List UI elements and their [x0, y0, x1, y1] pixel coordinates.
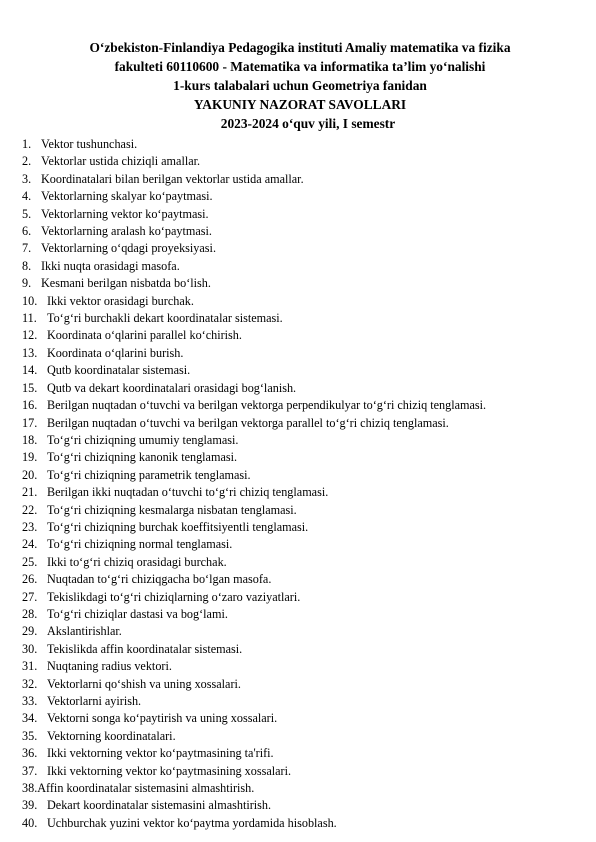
question-item [22, 397, 564, 414]
question-text: Akslantirishlar. [47, 624, 122, 639]
question-item [22, 589, 564, 606]
question-number: 18. [22, 432, 38, 447]
question-item [22, 693, 564, 710]
question-item [22, 658, 564, 675]
question-text: Uchburchak yuzini vektor ko‘paytma yordamida hisoblash. [47, 815, 337, 830]
question-item [22, 362, 564, 379]
question-text: Tekislikda affin koordinatalar sistemasi. [47, 641, 243, 656]
question-number: 17. [22, 415, 38, 430]
question-number: 38. [22, 781, 38, 796]
question-list [22, 136, 564, 832]
question-text: Berilgan ikki nuqtadan o‘tuvchi to‘g‘ri chiziq tenglamasi. [47, 485, 329, 500]
question-item [22, 415, 564, 432]
question-text: Qutb va dekart koordinatalari orasidagi bog‘lanish. [47, 380, 297, 395]
question-number: 24. [22, 537, 38, 552]
header-course: 1-kurs talabalari uchun Geometriya fanidan [173, 78, 427, 93]
question-item [22, 345, 564, 362]
question-text: To‘g‘ri burchakli dekart koordinatalar sistemasi. [47, 311, 283, 326]
question-number: 19. [22, 450, 38, 465]
question-item [22, 310, 564, 327]
question-text: Koordinata o‘qlarini parallel ko‘chirish. [47, 328, 242, 343]
question-number: 23. [22, 519, 38, 534]
question-item [22, 502, 564, 519]
question-number: 40. [22, 815, 38, 830]
question-item [22, 763, 564, 780]
question-text: Vektorlarning vektor ko‘paytmasi. [41, 206, 209, 221]
question-number: 32. [22, 676, 38, 691]
question-item [22, 293, 564, 310]
question-item [22, 641, 564, 658]
question-text: Qutb koordinatalar sistemasi. [47, 363, 191, 378]
question-text: Vektorning koordinatalari. [47, 728, 176, 743]
question-item [22, 606, 564, 623]
question-item [22, 710, 564, 727]
header-academic-year: 2023-2024 o‘quv yili, I semestr [220, 116, 396, 131]
question-number: 16. [22, 398, 38, 413]
question-number: 37. [22, 763, 38, 778]
question-text: Affin koordinatalar sistemasini almashtirish. [37, 781, 255, 796]
question-text: To‘g‘ri chiziqning burchak koeffitsiyentli tenglamasi. [47, 519, 309, 534]
question-number: 39. [22, 798, 38, 813]
question-text: Ikki vektor orasidagi burchak. [47, 293, 194, 308]
question-number: 33. [22, 694, 38, 708]
question-item [22, 449, 564, 466]
question-number: 31. [22, 659, 38, 674]
question-number: 13. [22, 345, 38, 360]
question-item [22, 815, 564, 832]
question-item [22, 240, 564, 257]
question-item [22, 536, 564, 553]
question-item [22, 327, 564, 344]
question-text: To‘g‘ri chiziqning kesmalarga nisbatan tenglamasi. [47, 502, 297, 517]
question-text: Berilgan nuqtadan o‘tuvchi va berilgan vektorga perpendikulyar to‘g‘ri chiziq tenglamasi. [47, 398, 487, 413]
question-number: 21. [22, 485, 38, 500]
question-item [22, 136, 564, 153]
question-item [22, 797, 564, 814]
question-item [22, 432, 564, 449]
question-item [22, 171, 564, 188]
header-faculty: fakulteti 60110600 - Matematika va informatika ta’lim yo‘nalishi [114, 59, 486, 74]
question-number: 27. [22, 589, 38, 604]
question-number: 8. [22, 258, 32, 273]
question-number: 29. [22, 624, 38, 639]
question-text: Nuqtadan to‘g‘ri chiziqgacha bo‘lgan masofa. [47, 572, 272, 587]
question-item [22, 519, 564, 536]
question-item [22, 745, 564, 762]
question-item [22, 484, 564, 501]
question-text: Koordinatalari bilan berilgan vektorlar ustida amallar. [41, 171, 304, 186]
question-number: 34. [22, 711, 38, 726]
question-item [22, 467, 564, 484]
question-number: 4. [22, 189, 32, 204]
question-text: Vektorlarning o‘qdagi proyeksiyasi. [41, 241, 216, 256]
question-number: 1. [22, 137, 32, 151]
question-text: Berilgan nuqtadan o‘tuvchi va berilgan vektorga parallel to‘g‘ri chiziq tenglamasi. [47, 415, 449, 430]
question-text: Nuqtaning radius vektori. [47, 659, 172, 674]
question-text: Ikki to‘g‘ri chiziq orasidagi burchak. [47, 554, 227, 569]
question-item [22, 554, 564, 571]
question-item [22, 206, 564, 223]
question-item [22, 258, 564, 275]
question-number: 9. [22, 276, 32, 291]
question-text: To‘g‘ri chiziqning kanonik tenglamasi. [47, 450, 238, 465]
question-text: Ikki vektorning vektor ko‘paytmasining xossalari. [47, 763, 292, 778]
question-number: 3. [22, 171, 32, 186]
question-item [22, 380, 564, 397]
question-item [22, 571, 564, 588]
question-item [22, 223, 564, 240]
question-item [22, 188, 564, 205]
question-text: Vektorlarni ayirish. [47, 694, 142, 708]
question-text: Vektorlar ustida chiziqli amallar. [41, 154, 201, 169]
question-number: 28. [22, 606, 38, 621]
question-number: 5. [22, 206, 32, 221]
question-number: 26. [22, 572, 38, 587]
question-text: To‘g‘ri chiziqning normal tenglamasi. [47, 537, 233, 552]
question-number: 10. [22, 293, 38, 308]
question-text: Tekislikdagi to‘g‘ri chiziqlarning o‘zaro vaziyatlari. [47, 589, 301, 604]
question-text: Kesmani berilgan nisbatda bo‘lish. [41, 276, 211, 291]
question-number: 22. [22, 502, 38, 517]
question-text: Koordinata o‘qlarini burish. [47, 345, 184, 360]
question-text: Vektorlarning aralash ko‘paytmasi. [41, 224, 212, 239]
question-item [22, 623, 564, 640]
header-institute: O‘zbekiston-Finlandiya Pedagogika instituti Amaliy matematika va fizika [89, 40, 511, 55]
question-number: 12. [22, 328, 38, 343]
question-number: 7. [22, 241, 32, 256]
question-text: Vektor tushunchasi. [41, 137, 138, 151]
question-text: To‘g‘ri chiziqlar dastasi va bog‘lami. [47, 606, 228, 621]
question-text: Vektorlarning skalyar ko‘paytmasi. [41, 189, 213, 204]
question-number: 11. [22, 311, 37, 326]
question-item [22, 275, 564, 292]
question-item [22, 780, 564, 797]
question-item [22, 676, 564, 693]
question-number: 15. [22, 380, 38, 395]
question-text: Dekart koordinatalar sistemasini almashtirish. [47, 798, 272, 813]
question-text: Vektorni songa ko‘paytirish va uning xossalari. [47, 711, 278, 726]
question-text: Vektorlarni qo‘shish va uning xossalari. [47, 676, 241, 691]
question-item [22, 153, 564, 170]
question-item [22, 728, 564, 745]
question-number: 2. [22, 154, 32, 169]
question-number: 36. [22, 746, 38, 761]
question-text: To‘g‘ri chiziqning parametrik tenglamasi. [47, 467, 251, 482]
question-text: To‘g‘ri chiziqning umumiy tenglamasi. [47, 432, 239, 447]
header-title: YAKUNIY NAZORAT SAVOLLARI [193, 97, 407, 112]
document-header [40, 38, 560, 133]
question-number: 14. [22, 363, 38, 378]
question-text: Ikki vektorning vektor ko‘paytmasining ta'rifi. [47, 746, 274, 761]
question-number: 35. [22, 728, 38, 743]
question-number: 20. [22, 467, 38, 482]
question-number: 25. [22, 554, 38, 569]
question-number: 30. [22, 641, 38, 656]
question-number: 6. [22, 224, 32, 239]
question-text: Ikki nuqta orasidagi masofa. [41, 258, 180, 273]
